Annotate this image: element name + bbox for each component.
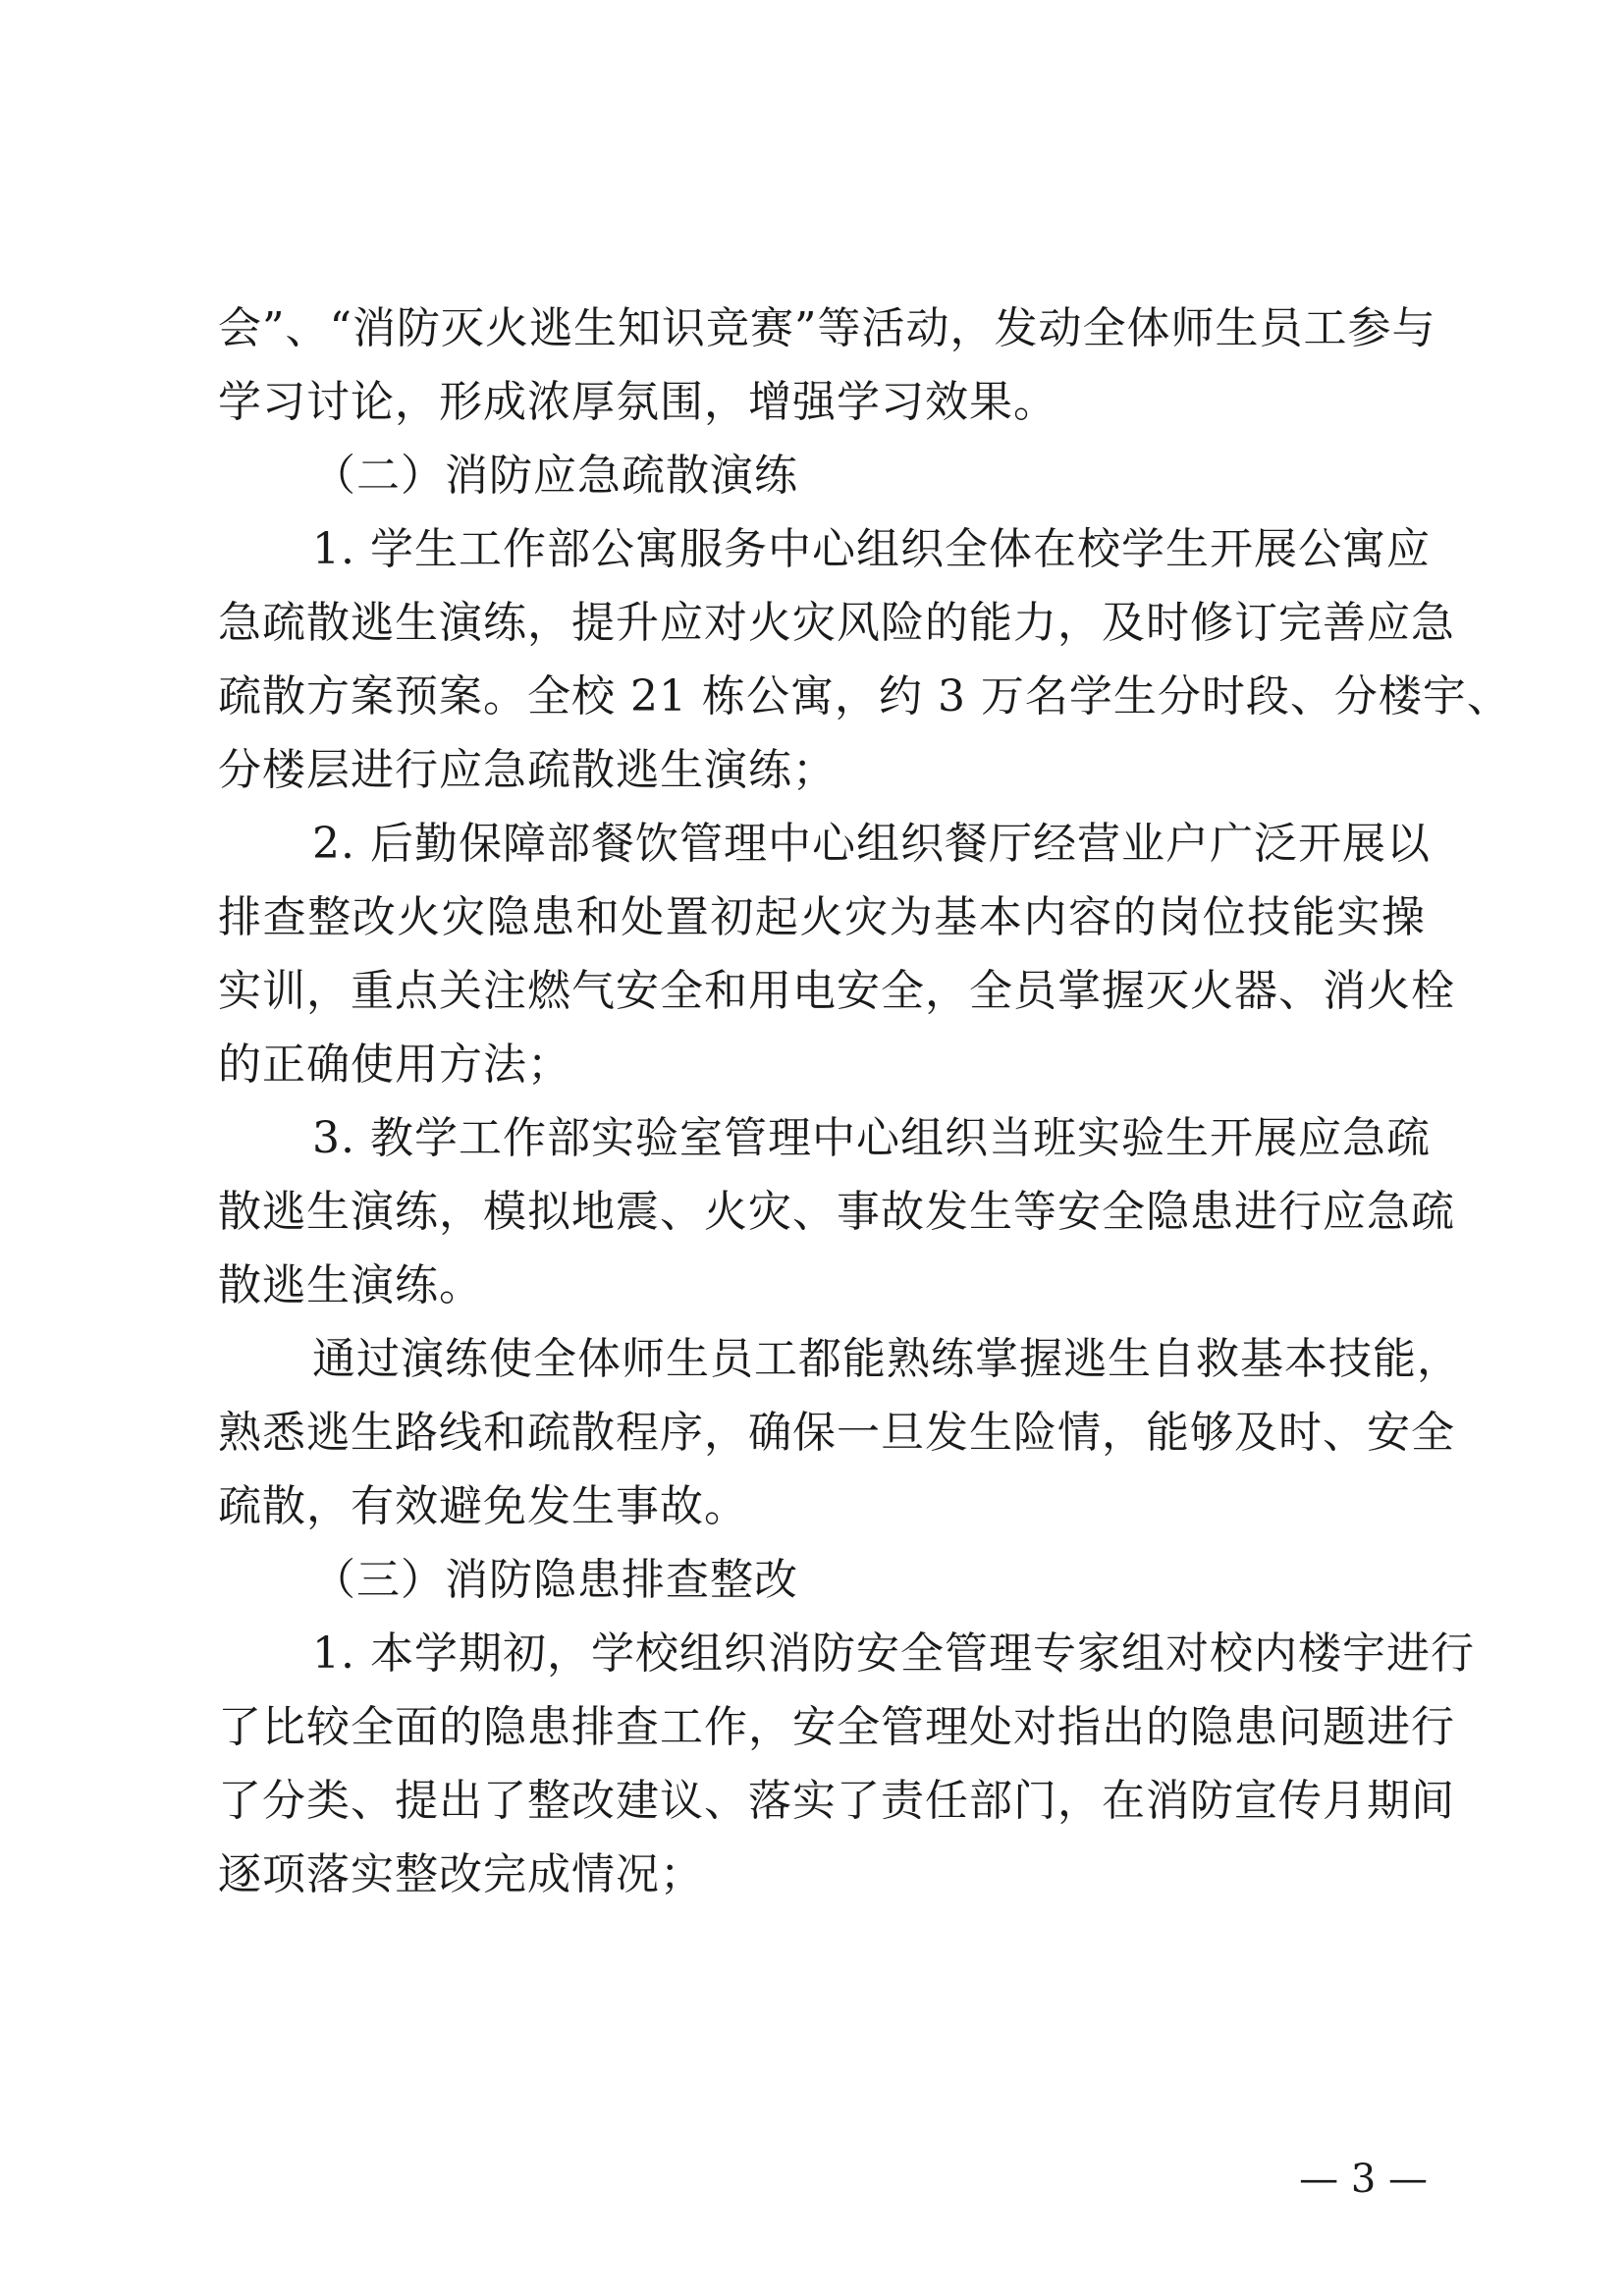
- text-line: 了分类、提出了整改建议、落实了责任部门，在消防宣传月期间: [218, 1776, 1455, 1826]
- text-line: 分楼层进行应急疏散逃生演练；: [218, 745, 837, 795]
- paragraph-first-line: 2. 后勤保障部餐饮管理中心组织餐厅经营业户广泛开展以: [312, 819, 1431, 869]
- text-line: 急疏散逃生演练，提升应对火灾风险的能力，及时修订完善应急: [218, 598, 1455, 648]
- text-line: 散逃生演练。: [218, 1260, 483, 1310]
- paragraph-first-line: 1. 本学期初，学校组织消防安全管理专家组对校内楼宇进行: [312, 1629, 1475, 1679]
- text-line: 散逃生演练，模拟地震、火灾、事故发生等安全隐患进行应急疏: [218, 1187, 1455, 1237]
- text-line: 会”、“消防灭火逃生知识竞赛”等活动，发动全体师生员工参与: [218, 303, 1436, 353]
- text-line: 疏散方案预案。全校 21 栋公寓，约 3 万名学生分时段、分楼宇、: [218, 671, 1511, 721]
- text-line: 排查整改火灾隐患和处置初起火灾为基本内容的岗位技能实操: [218, 892, 1426, 942]
- paragraph-first-line: 1. 学生工作部公寓服务中心组织全体在校学生开展公寓应: [312, 524, 1431, 574]
- paragraph-first-line: 3. 教学工作部实验室管理中心组织当班实验生开展应急疏: [312, 1113, 1431, 1163]
- page-number: — 3 —: [1299, 2157, 1428, 2202]
- text-line: 的正确使用方法；: [218, 1040, 571, 1090]
- paragraph-first-line: 通过演练使全体师生员工都能熟练掌握逃生自救基本技能，: [312, 1334, 1461, 1384]
- section-heading-3: （三）消防隐患排查整改: [312, 1555, 798, 1605]
- text-line: 学习讨论，形成浓厚氛围，增强学习效果。: [218, 377, 1057, 427]
- text-line: 实训，重点关注燃气安全和用电安全，全员掌握灭火器、消火栓: [218, 966, 1455, 1016]
- text-line: 疏散，有效避免发生事故。: [218, 1481, 748, 1531]
- text-line: 了比较全面的隐患排查工作，安全管理处对指出的隐患问题进行: [218, 1702, 1455, 1752]
- text-line: 熟悉逃生路线和疏散程序，确保一旦发生险情，能够及时、安全: [218, 1408, 1455, 1458]
- text-line: 逐项落实整改完成情况；: [218, 1849, 704, 1899]
- section-heading-2: （二）消防应急疏散演练: [312, 451, 798, 501]
